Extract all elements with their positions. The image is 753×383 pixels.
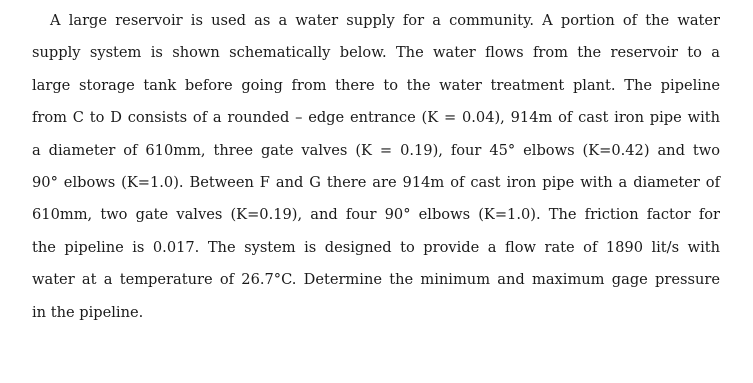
problem-text-line: 610mm, two gate valves (K=0.19), and four 90° elbows (K=1.0). The friction factor for: [32, 206, 720, 224]
problem-text-line: large storage tank before going from there to the water treatment plant. The pipeline: [32, 76, 720, 94]
problem-text-line: a diameter of 610mm, three gate valves (K = 0.19), four 45° elbows (K=0.42) and two: [32, 141, 720, 159]
problem-text-line: in the pipeline.: [32, 303, 144, 321]
problem-text-line: from C to D consists of a rounded – edge entrance (K = 0.04), 914m of cast iron pipe with: [32, 109, 720, 127]
problem-text-line: water at a temperature of 26.7°C. Determine the minimum and maximum gage pressure: [32, 271, 720, 289]
problem-text-line: supply system is shown schematically below. The water flows from the reservoir to a: [32, 44, 720, 62]
problem-text-line: 90° elbows (K=1.0). Between F and G there are 914m of cast iron pipe with a diameter of: [32, 174, 720, 192]
problem-statement: [32, 5, 720, 329]
problem-text-line: the pipeline is 0.017. The system is designed to provide a flow rate of 1890 lit/s with: [32, 238, 720, 256]
problem-text-line: A large reservoir is used as a water supply for a community. A portion of the water: [50, 12, 720, 29]
